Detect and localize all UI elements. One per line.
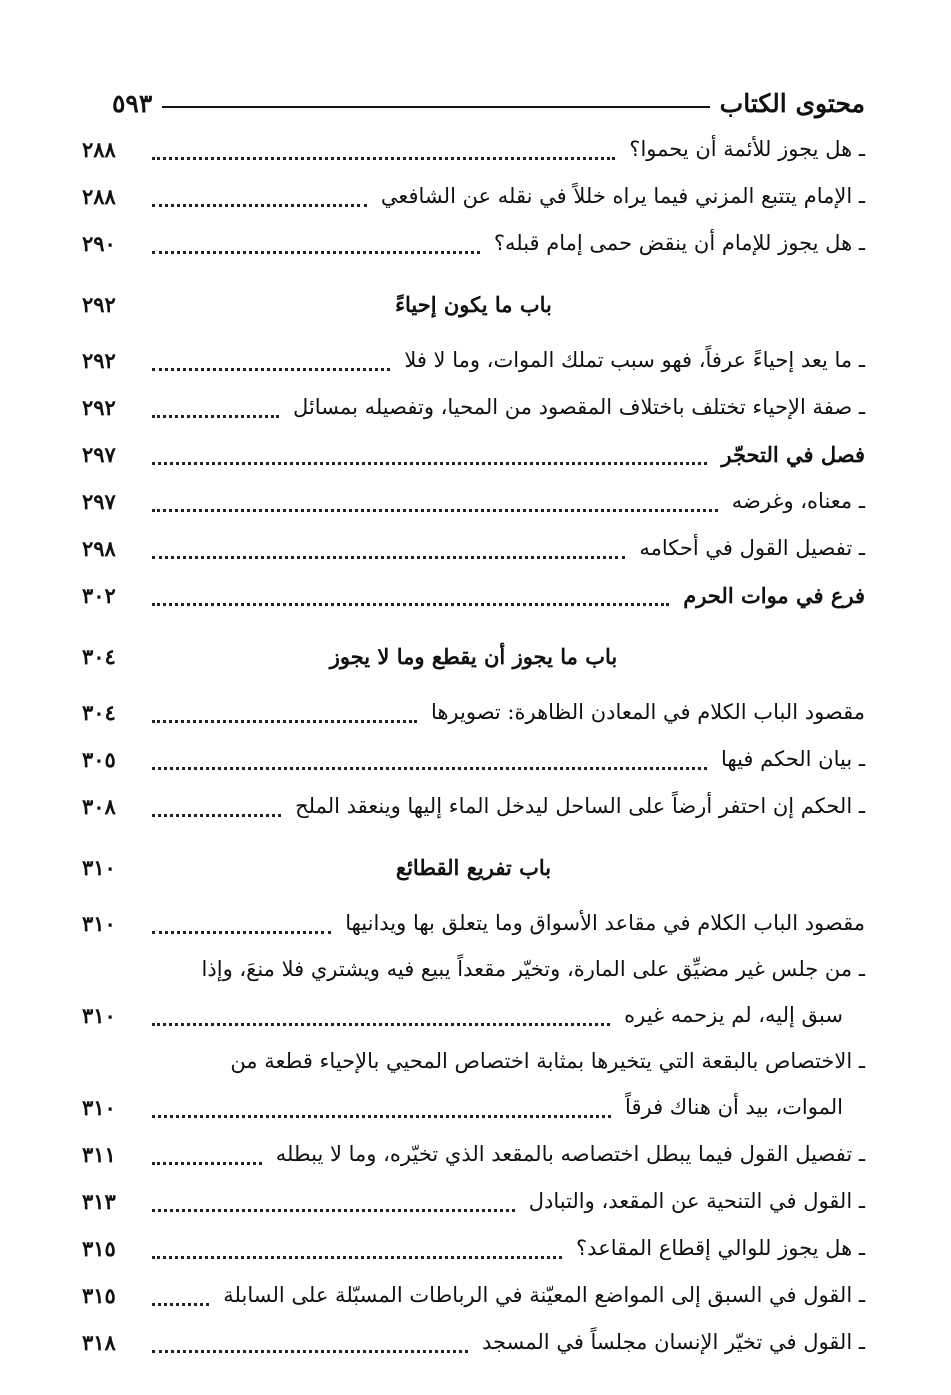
- entry-title: ـ الإمام يتتبع المزني فيما يراه خللاً في نقله عن الشافعي: [380, 184, 865, 208]
- dot-leader: [152, 1348, 468, 1353]
- entry-title: ـ تفصيل القول فيما يبطل اختصاصه بالمقعد الذي تخيّره، وما لا يبطله: [275, 1142, 865, 1166]
- entry-title: ـ معناه، وغرضه: [731, 489, 865, 513]
- entry-title: ـ هل يجوز للوالي إقطاع المقاعد؟: [576, 1236, 865, 1260]
- toc-entry: [82, 900, 865, 947]
- running-header: [112, 78, 865, 118]
- dot-leader: [152, 1160, 262, 1165]
- toc-entry: [82, 947, 865, 992]
- dot-leader: [152, 718, 417, 723]
- entry-title: ـ الحكم إن احتفر أرضاً على الساحل ليدخل الماء إليها وينعقد الملح: [295, 794, 865, 818]
- toc-entry: [82, 126, 865, 173]
- toc-entry: [82, 1272, 865, 1319]
- page-number: ٣١٥: [82, 1236, 116, 1261]
- dot-leader: [152, 1021, 610, 1026]
- page-number: ٢٨٨: [82, 184, 116, 209]
- entry-title: ـ تفصيل القول في أحكامه: [639, 536, 865, 560]
- chapter-title: باب تفريع القطائع: [395, 855, 552, 880]
- dot-leader: [152, 460, 707, 465]
- page-number: ٣٠٨: [82, 794, 116, 819]
- toc-entry: [82, 992, 865, 1039]
- toc-entry: [82, 572, 865, 619]
- entry-title: ـ القول في السبق إلى المواضع المعيّنة في الرباطات المسبّلة على السابلة: [223, 1283, 865, 1307]
- dot-leader: [152, 812, 281, 817]
- chapter-title: باب ما يجوز أن يقطع وما لا يجوز: [329, 644, 618, 669]
- page-number: ٢٩٢: [82, 395, 116, 420]
- dot-leader: [152, 1207, 515, 1212]
- page-number: ٣٠٤: [82, 644, 116, 669]
- toc-chapter-heading: [82, 830, 865, 900]
- toc-entry: [82, 689, 865, 736]
- dot-leader: [152, 155, 615, 160]
- toc-entry: [82, 478, 865, 525]
- entry-title: ـ القول في التنحية عن المقعد، والتبادل: [528, 1189, 865, 1213]
- entry-title: الموات، بيد أن هناك فرقاً: [625, 1095, 843, 1119]
- toc-entry: [82, 1084, 865, 1131]
- entry-title: ـ بيان الحكم فيها: [721, 747, 865, 771]
- header-rule: [162, 106, 709, 108]
- toc-entry: [82, 525, 865, 572]
- header-page-number: ٥٩٣: [112, 89, 153, 118]
- entry-title: فصل في التحجّر: [721, 442, 865, 467]
- entry-title: ـ الاختصاص بالبقعة التي يتخيرها بمثابة اختصاص المحيي بالإحياء قطعة من: [230, 1049, 865, 1073]
- toc-entry: [82, 173, 865, 220]
- entry-title: مقصود الباب الكلام في المعادن الظاهرة: تصويرها: [430, 700, 865, 724]
- toc-entry: [82, 1131, 865, 1178]
- toc-entry: [82, 736, 865, 783]
- page-number: ٣٠٢: [82, 583, 116, 608]
- entry-title: ـ هل يجوز للأئمة أن يحموا؟: [629, 137, 865, 161]
- toc-chapter-heading: [82, 267, 865, 337]
- page-number: ٣٠٤: [82, 700, 116, 725]
- page-number: ٢٩٢: [82, 348, 116, 373]
- page-number: ٢٩٧: [82, 442, 116, 467]
- dot-leader: [152, 1113, 611, 1118]
- toc-entry: [82, 384, 865, 431]
- page-number: ٢٩٢: [82, 292, 116, 317]
- page-number: ٣١٥: [82, 1283, 116, 1308]
- dot-leader: [152, 765, 707, 770]
- toc-entry: [82, 220, 865, 267]
- page-number: ٣١٠: [82, 855, 116, 880]
- toc-entry: [82, 1319, 865, 1366]
- page-number: ٣١٨: [82, 1330, 116, 1355]
- page-number: ٣١٣: [82, 1189, 116, 1214]
- toc-entry: [82, 783, 865, 830]
- dot-leader: [152, 202, 367, 207]
- entry-title: مقصود الباب الكلام في مقاعد الأسواق وما يتعلق بها ويدانيها: [345, 911, 865, 935]
- dot-leader: [152, 413, 279, 418]
- toc-chapter-heading: [82, 619, 865, 689]
- entry-title: ـ صفة الإحياء تختلف باختلاف المقصود من المحيا، وتفصيله بمسائل: [293, 395, 865, 419]
- table-of-contents: [82, 126, 865, 1366]
- dot-leader: [152, 366, 390, 371]
- header-title: محتوى الكتاب: [719, 89, 865, 118]
- page-number: ٣١٠: [82, 911, 116, 936]
- entry-title: ـ هل يجوز للإمام أن ينقض حمى إمام قبله؟: [493, 231, 865, 255]
- page-number: ٢٩٨: [82, 536, 116, 561]
- chapter-title: باب ما يكون إحياءً: [395, 292, 552, 317]
- page-number: ٢٩٧: [82, 489, 116, 514]
- dot-leader: [152, 249, 480, 254]
- page-number: ٣١٠: [82, 1003, 116, 1028]
- page-number: ٣١٠: [82, 1095, 116, 1120]
- dot-leader: [152, 1254, 562, 1259]
- dot-leader: [152, 601, 669, 606]
- dot-leader: [152, 507, 718, 512]
- dot-leader: [152, 554, 625, 559]
- entry-title: فرع في موات الحرم: [683, 583, 865, 608]
- toc-entry: [82, 431, 865, 478]
- entry-title: سبق إليه، لم يزحمه غيره: [624, 1003, 843, 1027]
- toc-entry: [82, 337, 865, 384]
- page-number: ٢٨٨: [82, 137, 116, 162]
- dot-leader: [152, 1301, 209, 1306]
- entry-title: ـ القول في تخيّر الإنسان مجلساً في المسجد: [481, 1330, 865, 1354]
- entry-title: ـ ما يعد إحياءً عرفاً، فهو سبب تملك الموات، وما لا فلا: [404, 348, 865, 372]
- toc-entry: [82, 1178, 865, 1225]
- page-number: ٢٩٠: [82, 231, 116, 256]
- entry-title: ـ من جلس غير مضيِّق على المارة، وتخيّر مقعداً يبيع فيه ويشتري فلا منعَ، وإذا: [201, 957, 865, 981]
- page-number: ٣١١: [82, 1142, 116, 1167]
- toc-entry: [82, 1039, 865, 1084]
- toc-entry: [82, 1225, 865, 1272]
- page-number: ٣٠٥: [82, 747, 116, 772]
- dot-leader: [152, 929, 331, 934]
